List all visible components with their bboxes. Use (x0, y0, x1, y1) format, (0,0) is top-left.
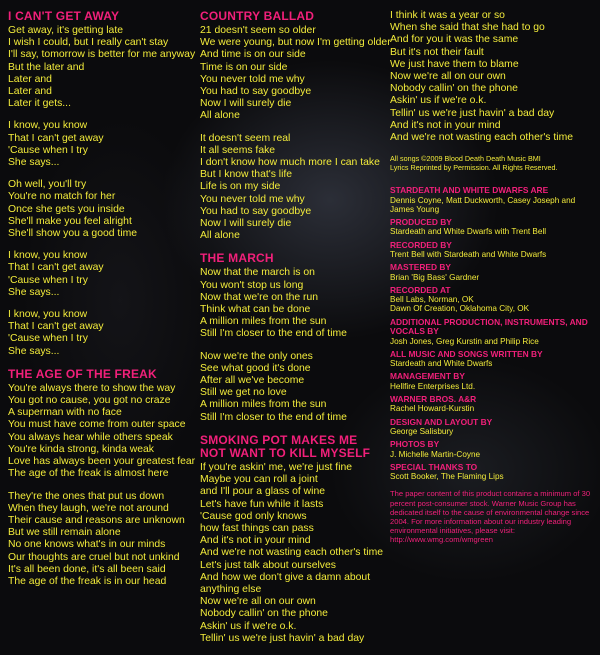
lyric-line: Still we get no love (200, 387, 287, 399)
copyright-line: Lyrics Reprinted by Permission. All Rights Reserved. (390, 163, 558, 173)
lyric-line: Now we're all on our own (390, 71, 506, 83)
lyric-line: But the later and (8, 61, 85, 73)
paper-notice: The paper content of this product contains a minimum of 30 percent post-consumer stock. Warner Music Group has dedicated itself to the cause of environmental change since 2004. For more information about our industry leading environmental initiatives, please visit: http://www.wmg.com/wmgreen (390, 489, 591, 545)
lyric-line: Nobody callin' on the phone (200, 608, 328, 620)
lyric-line: I don't know how much more I can take (200, 157, 380, 169)
lyric-line: A superman with no face (8, 407, 122, 419)
lyric-stanza (8, 120, 198, 169)
lyric-line: Tellin' us we're just havin' a bad day (390, 107, 555, 119)
lyric-line: And it's not in your mind (200, 535, 311, 547)
lyric-line: See what good it's done (200, 362, 311, 374)
lyric-line: Now we're the only ones (200, 350, 313, 362)
lyric-stanza (200, 461, 384, 645)
credit-heading: PHOTOS BY (390, 439, 440, 450)
credit-heading: MANAGEMENT BY (390, 371, 465, 382)
lyric-line: The age of the freak is almost here (8, 468, 169, 480)
lyric-line: Time is on our side (200, 61, 288, 73)
credit-value: Scott Booker, The Flaming Lips (390, 472, 504, 482)
lyric-line: You got no cause, you got no craze (8, 395, 171, 407)
song-lyrics-country-ballad (200, 25, 391, 242)
credit-value: Stardeath and White Dwarfs with Trent Bell (390, 227, 547, 237)
lyric-line: She says... (8, 157, 60, 169)
lyric-line: And we're not wasting each other's time (200, 547, 384, 559)
lyric-line: And it's not in your mind (390, 119, 501, 131)
lyric-line: anything else (200, 583, 262, 595)
lyric-line: And for you it was the same (390, 34, 519, 46)
credit-entry (390, 440, 595, 459)
lyric-line: A million miles from the sun (200, 316, 327, 328)
song-title-smoking-pot: SMOKING POT MAKES ME NOT WANT TO KILL MYSELF (200, 432, 371, 460)
lyric-line: I think it was a year or so (390, 10, 505, 21)
credit-heading: RECORDED BY (390, 239, 452, 250)
lyric-stanza (390, 10, 595, 144)
lyric-line: Nobody callin' on the phone (390, 83, 518, 95)
lyric-line: Once she gets you inside (8, 203, 125, 215)
lyric-stanza (8, 491, 198, 589)
lyric-line: 'Cause god only knows (200, 510, 307, 522)
lyric-line: You won't stop us long (200, 279, 304, 291)
credit-entry (390, 263, 595, 282)
lyric-stanza (8, 179, 198, 240)
lyric-line: She says... (8, 286, 60, 298)
lyric-line: Askin' us if we're o.k. (200, 620, 297, 632)
lyrics-column-right (390, 10, 595, 545)
credit-value: George Salisbury (390, 426, 454, 436)
lyric-line: Now that we're on the run (200, 291, 319, 303)
lyric-line: But we still remain alone (8, 527, 121, 539)
lyric-line: It's all been done, it's all been said (8, 563, 166, 575)
credit-heading: STARDEATH AND WHITE DWARFS ARE (390, 185, 549, 196)
lyric-line: That I can't get away (8, 132, 104, 144)
credit-heading: ADDITIONAL PRODUCTION, INSTRUMENTS, AND VOCALS BY (390, 316, 588, 337)
lyric-line: Now I will surely die (200, 218, 292, 230)
lyric-line: how fast things can pass (200, 522, 314, 534)
lyric-line: All alone (200, 230, 240, 242)
lyric-line: When they laugh, we're not around (8, 502, 169, 514)
lyric-line: They're the ones that put us down (8, 490, 165, 502)
lyric-line: You're kinda strong, kinda weak (8, 443, 155, 455)
lyric-stanza (8, 383, 198, 481)
lyric-stanza (8, 309, 198, 358)
lyric-line: She says... (8, 345, 60, 357)
lyric-stanza (200, 25, 391, 123)
lyric-line: A million miles from the sun (200, 399, 327, 411)
lyric-stanza (200, 133, 380, 243)
lyric-line: You're always there to show the way (8, 382, 176, 394)
lyric-line: You had to say goodbye (200, 205, 312, 217)
lyric-line: And how we don't give a damn about (200, 571, 371, 583)
lyric-line: She'll show you a good time (8, 228, 138, 240)
lyric-line: That I can't get away (8, 321, 104, 333)
lyric-line: We were young, but now I'm getting older (200, 37, 391, 49)
lyric-line: I wish I could, but I really can't stay (8, 37, 169, 49)
lyrics-column-left (8, 10, 198, 598)
lyric-line: Maybe you can roll a joint (200, 474, 318, 486)
credit-entry (390, 186, 595, 214)
song-title-age-of-the-freak: THE AGE OF THE FREAK (8, 366, 157, 381)
credit-entry (390, 286, 595, 314)
lyric-line: No one knows what's in our minds (8, 539, 166, 551)
lyric-line: The age of the freak is in our head (8, 575, 167, 587)
credit-entry (390, 418, 595, 437)
lyric-line: Now I will surely die (200, 98, 292, 110)
copyright-line: All songs ©2009 Blood Death Death Music BMI (390, 154, 541, 164)
lyric-line: I know, you know (8, 120, 88, 132)
lyric-line: Oh well, you'll try (8, 179, 87, 191)
lyric-line: Love has always been your greatest fear (8, 456, 196, 468)
lyrics-column-middle (200, 9, 391, 655)
lyric-line: That I can't get away (8, 262, 104, 274)
lyric-line: She'll make you feel alright (8, 215, 132, 227)
lyric-line: Now that the march is on (200, 267, 315, 279)
credit-heading: MASTERED BY (390, 262, 451, 273)
credit-value: Stardeath and White Dwarfs (390, 359, 493, 369)
credit-value: Brian 'Big Bass' Gardner (390, 272, 480, 282)
credit-entry (390, 218, 595, 237)
lyric-stanza (8, 250, 198, 299)
credit-heading: ALL MUSIC AND SONGS WRITTEN BY (390, 348, 543, 359)
lyric-stanza (8, 25, 198, 110)
lyric-line: Think what can be done (200, 304, 311, 316)
lyric-line: After all we've become (200, 375, 305, 387)
credit-value: Bell Labs, Norman, OK Dawn Of Creation, Oklahoma City, OK (390, 295, 530, 314)
lyric-line: You never told me why (200, 73, 305, 85)
lyric-line: It all seems fake (200, 144, 276, 156)
song-lyrics-age-of-the-freak (8, 383, 198, 588)
lyric-line: Their cause and reasons are unknown (8, 514, 185, 526)
song-title-the-march: THE MARCH (200, 251, 274, 266)
credit-entry (390, 318, 595, 346)
lyric-line: You always hear while others speak (8, 431, 173, 443)
credit-heading: RECORDED AT (390, 284, 451, 295)
lyric-line: I'll say, tomorrow is better for me anyway (8, 49, 196, 61)
credit-entry (390, 350, 595, 369)
lyric-line: 'Cause when I try (8, 144, 88, 156)
lyric-line: You never told me why (200, 193, 305, 205)
lyric-line: 'Cause when I try (8, 274, 88, 286)
copyright-notice (390, 154, 595, 172)
lyric-line: Life is on my side (200, 181, 281, 193)
credit-value: J. Michelle Martin-Coyne (390, 449, 481, 459)
lyric-line: Our thoughts are cruel but not unkind (8, 551, 180, 563)
lyric-line: It doesn't seem real (200, 132, 291, 144)
lyric-line: And time is on our side (200, 49, 306, 61)
lyric-line: Askin' us if we're o.k. (390, 95, 487, 107)
credit-value: Rachel Howard-Kurstin (390, 404, 475, 414)
song-title-i-cant-get-away: I CAN'T GET AWAY (8, 9, 120, 23)
lyric-line: You had to say goodbye (200, 86, 312, 98)
lyric-line: Later and (8, 73, 52, 85)
song-title-country-ballad: COUNTRY BALLAD (200, 9, 315, 23)
song-lyrics-the-march (200, 267, 380, 423)
lyric-line: and I'll pour a glass of wine (200, 486, 326, 498)
credit-heading: DESIGN AND LAYOUT BY (390, 416, 493, 427)
lyric-line: You must have come from outer space (8, 419, 186, 431)
credit-value: Josh Jones, Greg Kurstin and Philip Rice (390, 336, 539, 346)
credit-heading: WARNER BROS. A&R (390, 393, 477, 404)
credit-entry (390, 463, 595, 482)
lyric-line: And we're not wasting each other's time (390, 132, 574, 144)
lyric-line: We just have them to blame (390, 58, 519, 70)
lyric-line: But I know that's life (200, 169, 293, 181)
album-credits (390, 186, 595, 481)
lyric-line: Now we're all on our own (200, 596, 316, 608)
credit-value: Hellfire Enterprises Ltd. (390, 381, 476, 391)
credit-entry (390, 241, 595, 260)
lyric-line: I know, you know (8, 309, 88, 321)
credit-heading: SPECIAL THANKS TO (390, 461, 478, 472)
lyric-line: Still I'm closer to the end of time (200, 328, 347, 340)
lyric-line: All alone (200, 110, 240, 122)
lyric-line: 'Cause when I try (8, 333, 88, 345)
song-lyrics-continued (390, 10, 595, 144)
credit-value: Trent Bell with Stardeath and White Dwarfs (390, 250, 547, 260)
lyric-stanza (200, 351, 380, 424)
lyric-line: When she said that she had to go (390, 22, 545, 34)
lyric-line: Later and (8, 86, 52, 98)
credit-entry (390, 372, 595, 391)
lyric-line: Tellin' us we're just havin' a bad day (200, 632, 365, 644)
lyric-line: Let's have fun while it lasts (200, 498, 324, 510)
lyric-line: You're no match for her (8, 191, 116, 203)
lyric-line: Let's just talk about ourselves (200, 559, 336, 571)
lyric-line: 21 doesn't seem so older (200, 25, 316, 36)
credit-heading: PRODUCED BY (390, 217, 452, 228)
lyric-line: Later it gets... (8, 98, 71, 110)
lyric-stanza (200, 267, 380, 340)
lyric-line: If you're askin' me, we're just fine (200, 461, 353, 473)
credit-entry (390, 395, 595, 414)
lyric-line: Still I'm closer to the end of time (200, 411, 347, 423)
song-lyrics-smoking-pot (200, 461, 384, 645)
lyric-line: But it's not their fault (390, 46, 484, 58)
lyric-line: I know, you know (8, 250, 88, 262)
song-lyrics-i-cant-get-away (8, 25, 198, 358)
credit-value: Dennis Coyne, Matt Duckworth, Casey Joseph and James Young (390, 195, 576, 214)
lyric-line: Get away, it's getting late (8, 25, 123, 36)
